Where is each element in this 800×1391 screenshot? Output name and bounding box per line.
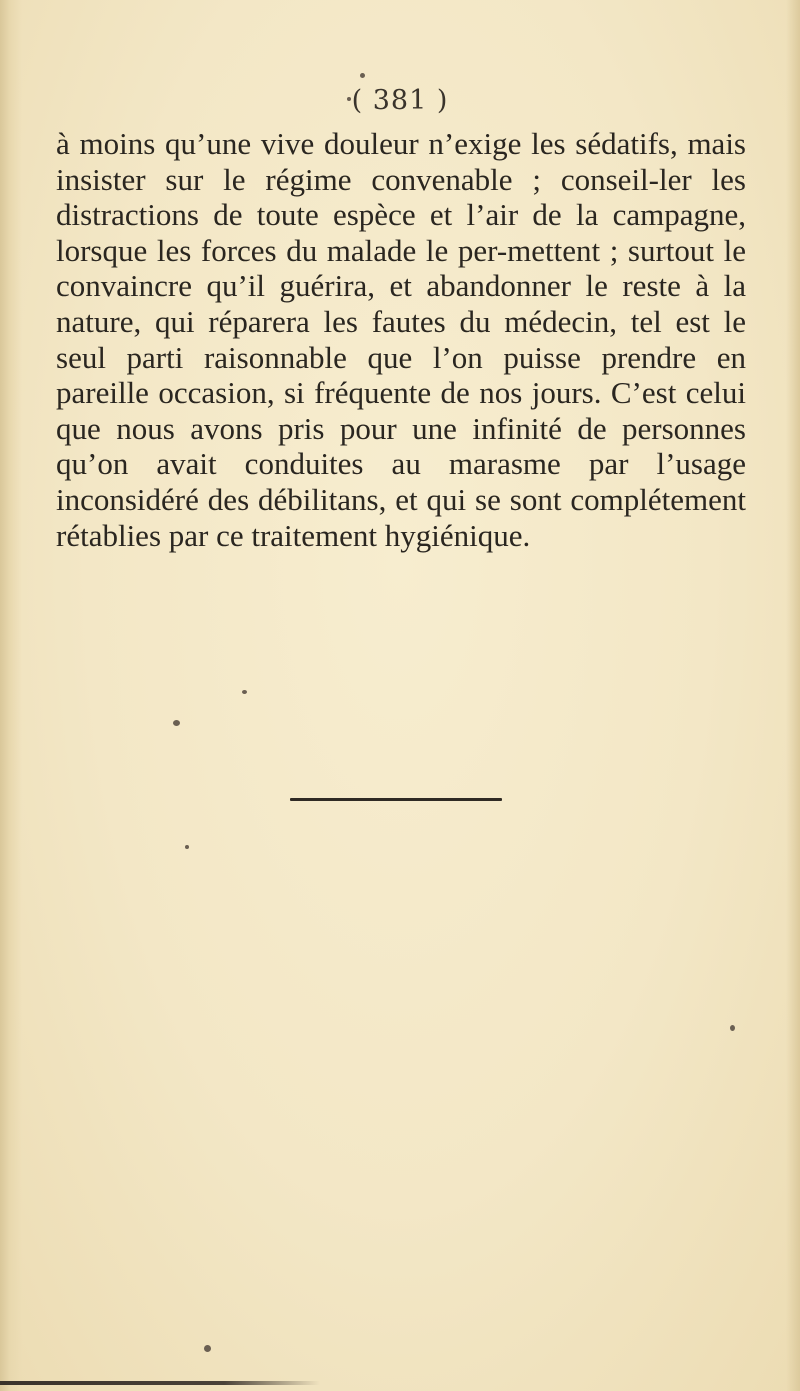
page-left-edge-shadow xyxy=(0,0,22,1391)
page-number: ( 381 ) xyxy=(351,85,449,116)
ink-speck xyxy=(360,73,365,78)
ink-speck xyxy=(204,1345,211,1352)
ink-speck xyxy=(242,690,247,694)
page-bottom-edge-mark xyxy=(0,1381,320,1385)
ink-speck xyxy=(185,845,189,849)
ink-speck xyxy=(173,720,180,726)
ink-speck xyxy=(730,1025,735,1031)
page-right-edge-shadow xyxy=(786,0,800,1391)
ink-speck xyxy=(347,97,351,101)
body-paragraph: à moins qu’une vive douleur n’exige les sédatifs, mais insister sur le régime convenable ; conseil-ler les distractions de toute espèce et l’air de la campagne, lorsque les forces du malade le per-mettent ; surtout le convaincre qu’il guérira, et abandonner le reste à la nature, qui réparera les fautes du médecin, tel est le seul parti raisonnable que l’on puisse prendre en pareille occasion, si fréquente de nos jours. C’est celui que nous avons pris pour une infinité de personnes qu’on avait conduites au marasme par l’usage inconsidéré des débilitans, et qui se sont complétement rétablies par ce traitement hygiénique. xyxy=(56,126,746,553)
section-divider-rule xyxy=(290,798,502,801)
